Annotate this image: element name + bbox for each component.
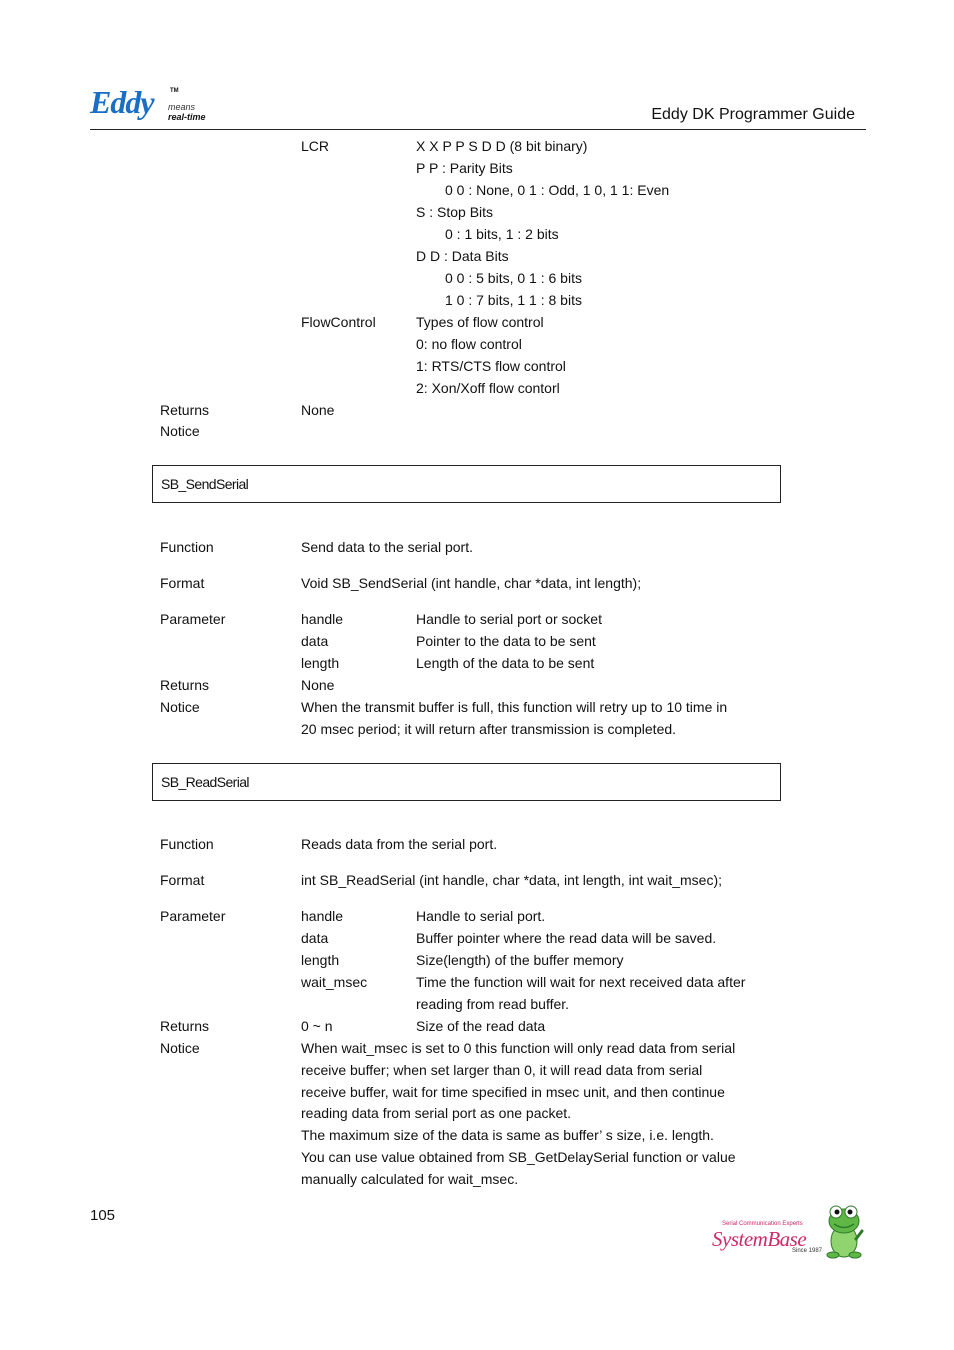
notice-line: manually calculated for wait_msec. xyxy=(301,1171,519,1187)
notice-line: When wait_msec is set to 0 this function will only read data from serial xyxy=(301,1040,736,1056)
section-header-readserial xyxy=(152,763,781,801)
param-desc: Handle to serial port or socket xyxy=(416,611,602,627)
function-value: Reads data from the serial port. xyxy=(301,836,498,852)
systembase-since: Since 1987 xyxy=(792,1248,823,1254)
param-name: length xyxy=(301,655,340,671)
logo-means: means xyxy=(168,102,196,112)
section-title: SB_ReadSerial xyxy=(161,774,249,790)
lcr-line: P P : Parity Bits xyxy=(416,160,513,176)
param-desc: Handle to serial port. xyxy=(416,908,546,924)
returns-value: None xyxy=(301,677,335,693)
notice-line: receive buffer; when set larger than 0, it will read data from serial xyxy=(301,1062,703,1078)
notice-line: reading data from serial port as one packet. xyxy=(301,1105,572,1121)
flowcontrol-line: Types of flow control xyxy=(416,314,544,330)
function-label: Function xyxy=(160,539,214,555)
document-title: Eddy DK Programmer Guide xyxy=(651,106,855,123)
returns-label: Returns xyxy=(160,677,210,693)
lcr-line: 1 0 : 7 bits, 1 1 : 8 bits xyxy=(445,292,582,308)
param-desc: Length of the data to be sent xyxy=(416,655,595,671)
returns-range: 0 ~ n xyxy=(301,1018,333,1034)
flowcontrol-line: 2: Xon/Xoff flow contorl xyxy=(416,380,560,396)
param-desc: Buffer pointer where the read data will be saved. xyxy=(416,930,717,946)
function-value: Send data to the serial port. xyxy=(301,539,473,555)
notice-line: 20 msec period; it will return after transmission is completed. xyxy=(301,721,677,737)
logo-tm: TM xyxy=(170,88,179,94)
lcr-line: X X P P S D D (8 bit binary) xyxy=(416,138,588,154)
header-divider xyxy=(90,129,866,130)
notice-label: Notice xyxy=(160,699,200,715)
param-name: handle xyxy=(301,908,344,924)
returns-value: None xyxy=(301,402,335,418)
format-label: Format xyxy=(160,575,205,591)
format-label: Format xyxy=(160,872,205,888)
param-desc: Time the function will wait for next received data after xyxy=(416,974,746,990)
logo-realtime: real-time xyxy=(168,112,206,122)
function-label: Function xyxy=(160,836,214,852)
frog-mascot-icon xyxy=(824,1203,864,1261)
param-desc: Size(length) of the buffer memory xyxy=(416,952,624,968)
format-value: Void SB_SendSerial (int handle, char *data, int length); xyxy=(301,575,642,591)
returns-desc: Size of the read data xyxy=(416,1018,546,1034)
systembase-logo xyxy=(712,1203,864,1261)
section-title: SB_SendSerial xyxy=(161,476,249,492)
param-name: length xyxy=(301,952,340,968)
notice-line: You can use value obtained from SB_GetDelaySerial function or value xyxy=(301,1149,736,1165)
notice-label: Notice xyxy=(160,1040,200,1056)
notice-line: receive buffer, wait for time specified in msec unit, and then continue xyxy=(301,1084,725,1100)
param-name: data xyxy=(301,930,329,946)
lcr-line: D D : Data Bits xyxy=(416,248,509,264)
notice-label: Notice xyxy=(160,423,200,439)
lcr-line: 0 0 : None, 0 1 : Odd, 1 0, 1 1: Even xyxy=(445,182,670,198)
notice-line: When the transmit buffer is full, this function will retry up to 10 time in xyxy=(301,699,728,715)
returns-label: Returns xyxy=(160,1018,210,1034)
section-header-sendserial xyxy=(152,465,781,503)
lcr-line: 0 : 1 bits, 1 : 2 bits xyxy=(445,226,559,242)
logo-eddy-text: Eddy xyxy=(90,84,154,120)
flowcontrol-label: FlowControl xyxy=(301,314,376,330)
lcr-line: 0 0 : 5 bits, 0 1 : 6 bits xyxy=(445,270,582,286)
lcr-label: LCR xyxy=(301,138,330,154)
notice-line: The maximum size of the data is same as buffer’ s size, i.e. length. xyxy=(301,1127,714,1143)
eddy-logo xyxy=(90,84,220,126)
param-desc: reading from read buffer. xyxy=(416,996,570,1012)
systembase-name: SystemBase xyxy=(712,1227,807,1251)
flowcontrol-line: 1: RTS/CTS flow control xyxy=(416,358,566,374)
param-name: data xyxy=(301,633,329,649)
returns-label: Returns xyxy=(160,402,210,418)
lcr-line: S : Stop Bits xyxy=(416,204,494,220)
page-number: 105 xyxy=(90,1207,116,1224)
systembase-tagline: Serial Communication Experts xyxy=(722,1221,803,1227)
param-name: wait_msec xyxy=(301,974,368,990)
parameter-label: Parameter xyxy=(160,611,226,627)
format-value: int SB_ReadSerial (int handle, char *data, int length, int wait_msec); xyxy=(301,872,723,888)
parameter-label: Parameter xyxy=(160,908,226,924)
param-name: handle xyxy=(301,611,344,627)
flowcontrol-line: 0: no flow control xyxy=(416,336,522,352)
param-desc: Pointer to the data to be sent xyxy=(416,633,596,649)
